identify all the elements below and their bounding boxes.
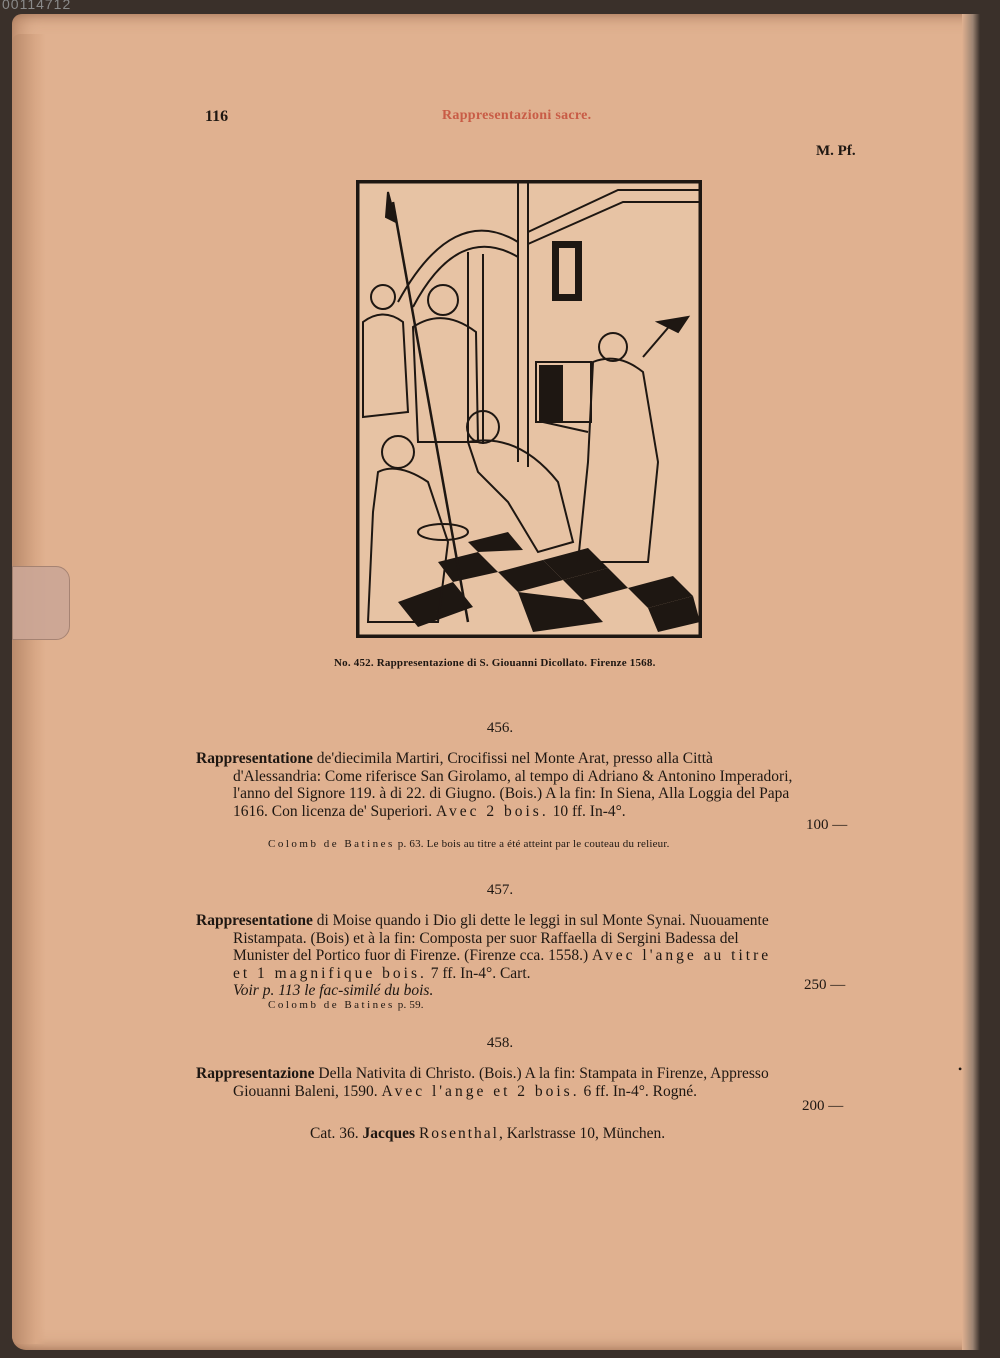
entry-spaced-text: Avec l'ange au titre et 1 magnifique bois. [233, 947, 772, 982]
catalog-entry [196, 912, 794, 1000]
entry-text-tail: 7 ff. In-4°. Cart. [426, 964, 531, 982]
entry-number: 456. [486, 720, 514, 736]
entry-number: 458. [486, 1035, 514, 1051]
footer-name-bold: Jacques [362, 1125, 416, 1142]
note-text: p. 63. Le bois au titre a été atteint par le couteau du relieur. [394, 838, 670, 850]
entry-price: 250 — [804, 977, 846, 993]
entry-text: de'diecimila Martiri, Crocifissi nel Monte Arat, presso alla Città d'Alessandria: Come riferisce San Girolamo, al tempo di Adriano & Antonino Imperadori, l'anno del Signore 119. à di 22. di Giugno. (Bois.) A la fin: In Siena, Alla Loggia del Papa 1616. Con licenza de' Superiori. [233, 750, 793, 820]
margin-mark: • [958, 1062, 963, 1076]
catalog-entry [196, 750, 794, 820]
entry-text: Della Nativita di Christo. (Bois.) A la fin: Stampata in Firenze, Appresso Giouanni Baleni, 1590. [233, 1065, 769, 1100]
footer-name-spaced: Rosenthal [418, 1125, 499, 1142]
note-text: p. 59. [394, 999, 424, 1011]
entry-text-tail: 10 ff. In-4°. [548, 802, 626, 820]
scan-id-label: 00114712 [2, 0, 72, 12]
entry-price: 200 — [802, 1098, 844, 1114]
catalog-entry [196, 1065, 794, 1100]
entry-spaced-text: Avec l'ange et 2 bois. [381, 1082, 580, 1100]
entry-text-tail: 6 ff. In-4°. Rogné. [579, 1082, 698, 1100]
signature-mark: M. Pf. [816, 143, 856, 159]
woodcut-illustration [356, 180, 702, 638]
entry-number: 457. [486, 882, 514, 898]
running-head: Rappresentazioni sacre. [442, 108, 592, 123]
entry-spaced-text: Avec 2 bois. [435, 802, 549, 820]
entry-lead: Rappresentatione [196, 912, 313, 929]
page-right-edge [962, 14, 980, 1350]
entry-text: di Moise quando i Dio gli dette le leggi in sul Monte Synai. Nuouamente Ristampata. (Bois) et à la fin: Composta per suor Raffaella di Sergini Badessa del Munister del Portico fuor di Firenze. (Firenze cca. 1558.) [233, 912, 769, 964]
page-spine-shadow [12, 34, 46, 1344]
bibliographic-note [268, 999, 424, 1011]
footer-address: , Karlstrasse 10, München. [498, 1125, 666, 1142]
bibliographic-note [268, 838, 670, 850]
bookmark-tab [12, 566, 70, 640]
entry-lead: Rappresentatione [196, 750, 313, 767]
entry-price: 100 — [806, 817, 848, 833]
entry-lead: Rappresentazione [196, 1065, 315, 1082]
entry-italic-note: Voir p. 113 le fac-similé du bois. [233, 982, 434, 999]
page-number: 116 [205, 108, 229, 125]
note-author: Colomb de Batines [268, 999, 395, 1011]
note-author: Colomb de Batines [268, 838, 395, 850]
footer-catalog: Cat. 36. [310, 1125, 359, 1142]
page-footer [310, 1125, 665, 1143]
figure-caption: No. 452. Rappresentazione di S. Giouanni Dicollato. Firenze 1568. [334, 657, 656, 669]
